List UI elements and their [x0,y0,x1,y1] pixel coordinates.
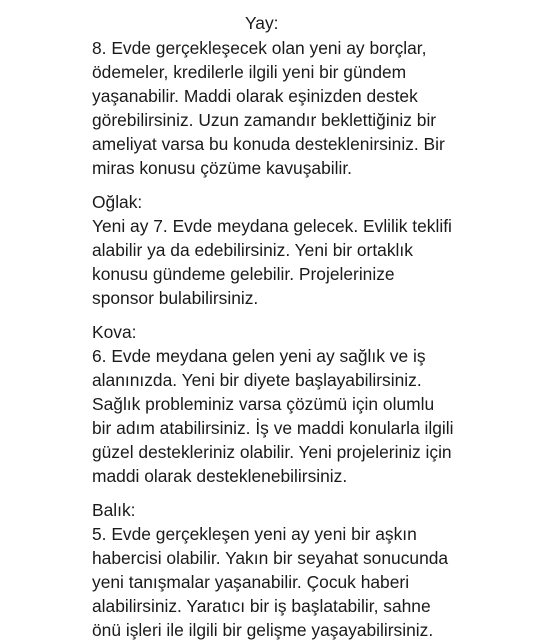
text-line: alabilirsiniz. Yaratıcı bir iş başlatabilir, sahne [92,596,431,616]
text-line: bir adım atabilirsiniz. İş ve maddi konularla ilgili [92,418,454,438]
text-line: yeni tanışmalar yaşanabilir. Çocuk haberi [92,572,410,592]
text-line: maddi olarak desteklenebilirsiniz. [92,466,348,486]
section-title-oglak: Oğlak: [92,192,143,212]
text-line: 6. Evde meydana gelen yeni ay sağlık ve iş [92,346,426,366]
text-line: ödemeler, kredilerle ilgili yeni bir gündem [92,62,407,82]
text-line: Sağlık probleminiz varsa çözümü için olumlu [92,394,435,414]
text-line: önü işleri ile ilgili bir gelişme yaşayabilirsiniz. [92,620,434,640]
text-line: Yeni ay 7. Evde meydana gelecek. Evlilik teklifi [92,216,452,236]
text-line: miras konusu çözüme kavuşabilir. [92,158,353,178]
text-line: yaşanabilir. Maddi olarak eşinizden destek [92,86,418,106]
text-line: habercisi olabilir. Yakın bir seyahat sonucunda [92,548,449,568]
section-title-yay: Yay: [245,13,279,33]
text-line: 8. Evde gerçekleşecek olan yeni ay borçlar, [92,38,427,58]
section-title-balik: Balık: [92,500,136,520]
text-line: konusu gündeme gelebilir. Projelerinize [92,264,395,284]
text-line: 5. Evde gerçekleşen yeni ay yeni bir aşkın [92,524,417,544]
text-line: alabilir ya da edebilirsiniz. Yeni bir ortaklık [92,240,413,260]
text-line: sponsor bulabilirsiniz. [92,288,259,308]
text-line: görebilirsiniz. Uzun zamandır beklettiğiniz bir [92,110,437,130]
section-title-kova: Kova: [92,322,137,342]
text-line: alanınızda. Yeni bir diyete başlayabilirsiniz. [92,370,422,390]
text-line: ameliyat varsa bu konuda desteklenirsiniz. Bir [92,134,445,154]
text-line: güzel destekleriniz olabilir. Yeni projeleriniz için [92,442,452,462]
